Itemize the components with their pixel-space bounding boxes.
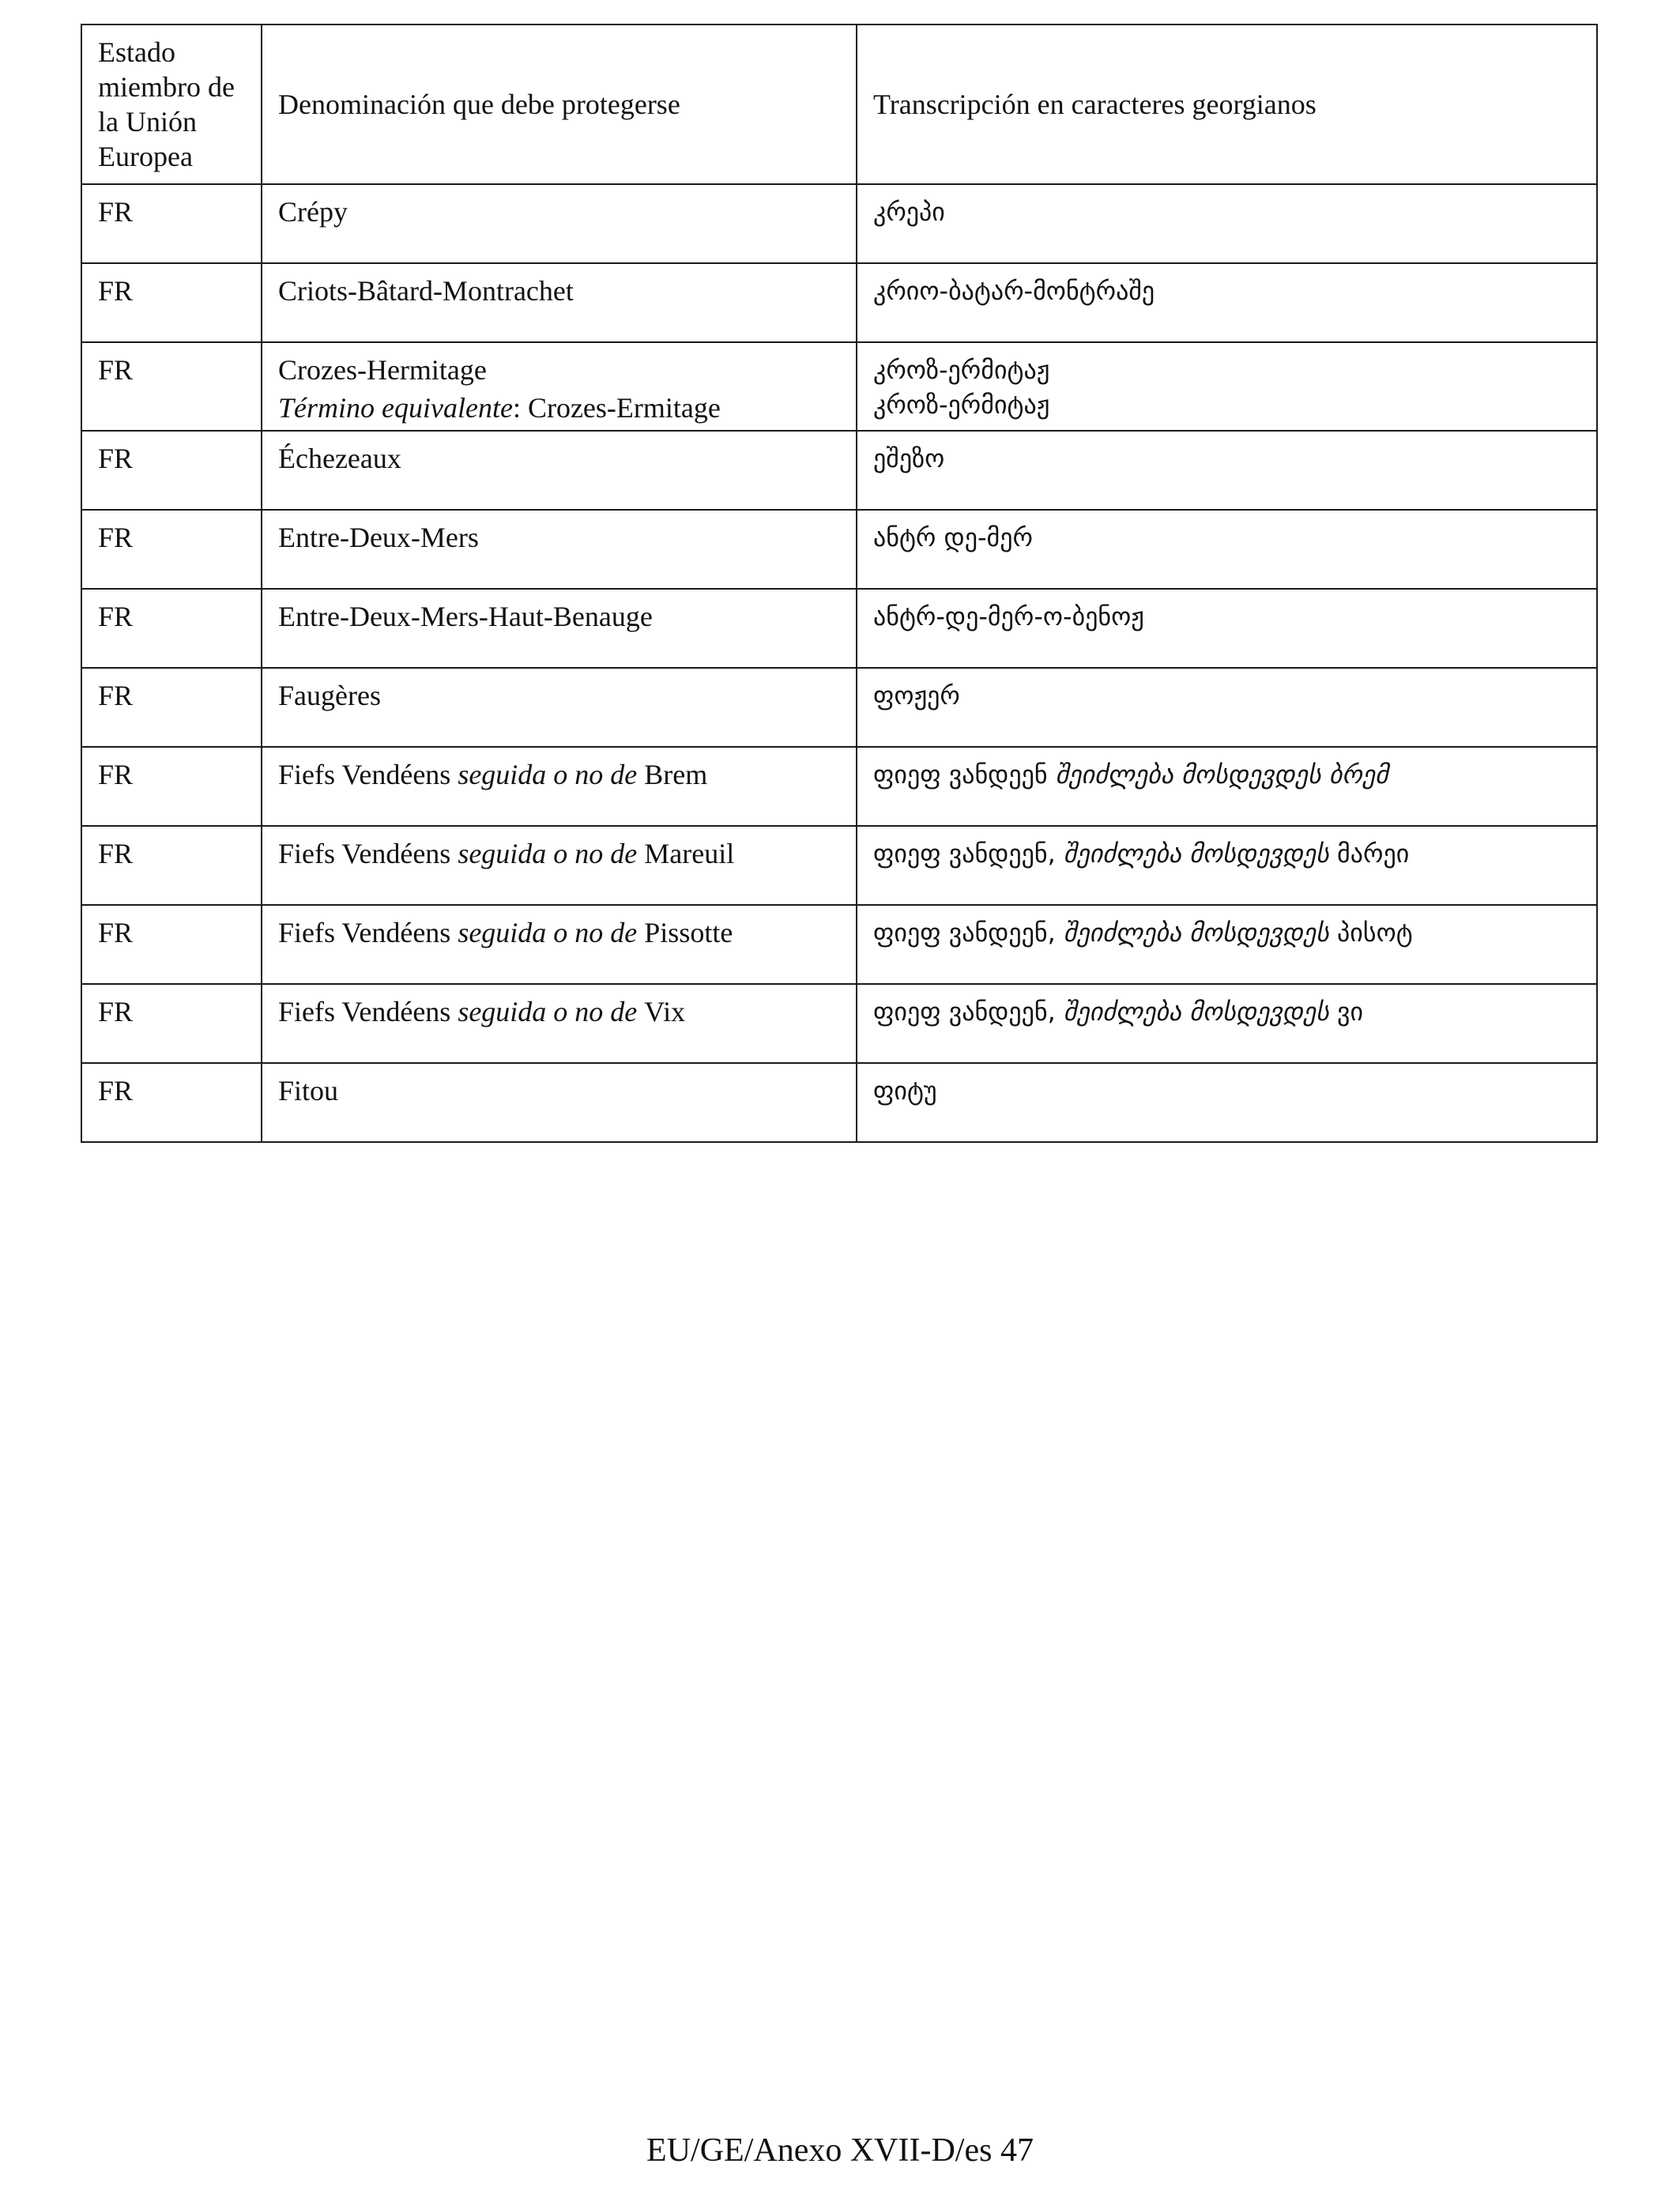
equivalent-term-label: Término equivalente: [278, 392, 513, 424]
cell-denomination: Fitou: [262, 1063, 857, 1142]
denomination-suffix: Brem: [644, 759, 708, 790]
cell-transcription: [857, 905, 1597, 984]
table-row: [81, 668, 1597, 747]
denomination-connector: seguida o no de: [450, 759, 645, 790]
denomination-name: Crozes-Hermitage: [278, 354, 487, 386]
transcription-line-equivalent: კროზ-ერმიტაჟ: [873, 390, 1050, 420]
table-row: [81, 263, 1597, 342]
cell-transcription: ფოჟერ: [857, 668, 1597, 747]
transcription-line: კროზ-ერმიტაჟ: [873, 355, 1050, 385]
denominations-table: [81, 24, 1598, 1143]
cell-state: FR: [81, 826, 262, 905]
page-footer: EU/GE/Anexo XVII-D/es 47: [646, 2132, 1034, 2169]
cell-transcription: ფიტუ: [857, 1063, 1597, 1142]
transcription-connector: შეიძლება მოსდევდეს: [1063, 918, 1329, 948]
cell-state: FR: [81, 263, 262, 342]
table-row: [81, 342, 1597, 431]
cell-denomination: Faugères: [262, 668, 857, 747]
denomination-suffix: Pissotte: [644, 917, 733, 948]
table-row: [81, 184, 1597, 263]
cell-state: FR: [81, 1063, 262, 1142]
denomination-name: Fiefs Vendéens: [278, 917, 451, 948]
table-row: [81, 589, 1597, 668]
cell-denomination: Entre-Deux-Mers-Haut-Benauge: [262, 589, 857, 668]
cell-state: FR: [81, 510, 262, 589]
cell-transcription: ანტრ დე-მერ: [857, 510, 1597, 589]
table-row: [81, 984, 1597, 1063]
denomination-suffix: Mareuil: [644, 838, 735, 869]
transcription-base: ფიეფ ვანდეენ,: [873, 918, 1064, 948]
cell-state: FR: [81, 984, 262, 1063]
table-header-row: [81, 25, 1597, 184]
cell-transcription: ანტრ-დე-მერ-ო-ბენოჟ: [857, 589, 1597, 668]
cell-state: FR: [81, 431, 262, 510]
cell-denomination: Crépy: [262, 184, 857, 263]
table-row: [81, 826, 1597, 905]
cell-transcription: ეშეზო: [857, 431, 1597, 510]
cell-denomination: [262, 747, 857, 826]
transcription-connector: შეიძლება მოსდევდეს: [1063, 997, 1329, 1027]
header-transcription: Transcripción en caracteres georgianos: [857, 25, 1597, 184]
table-row: [81, 431, 1597, 510]
cell-state: FR: [81, 668, 262, 747]
header-member-state: Estado miembro de la Unión Europea: [81, 25, 262, 184]
transcription-suffix: ვი: [1328, 997, 1363, 1027]
transcription-base: ფიეფ ვანდეენ,: [873, 839, 1064, 869]
cell-denomination: Criots-Bâtard-Montrachet: [262, 263, 857, 342]
table-row: [81, 747, 1597, 826]
cell-transcription: კრეპი: [857, 184, 1597, 263]
cell-denomination: Échezeaux: [262, 431, 857, 510]
transcription-base: ფიეფ ვანდეენ: [873, 760, 1056, 790]
transcription-suffix: მარეი: [1328, 839, 1410, 869]
cell-transcription: [857, 342, 1597, 431]
cell-transcription: [857, 984, 1597, 1063]
cell-denomination: [262, 905, 857, 984]
denomination-name: Fiefs Vendéens: [278, 759, 451, 790]
transcription-connector: შეიძლება მოსდევდეს ბრემ: [1055, 760, 1388, 790]
denomination-connector: seguida o no de: [450, 838, 645, 869]
transcription-base: ფიეფ ვანდეენ,: [873, 997, 1064, 1027]
cell-denomination: Entre-Deux-Mers: [262, 510, 857, 589]
cell-transcription: [857, 747, 1597, 826]
table-row: [81, 1063, 1597, 1142]
cell-transcription: [857, 826, 1597, 905]
transcription-connector: შეიძლება მოსდევდეს: [1063, 839, 1329, 869]
cell-denomination: [262, 984, 857, 1063]
transcription-suffix: პისოტ: [1328, 918, 1413, 948]
equivalent-term-value: : Crozes-Ermitage: [512, 392, 721, 424]
denomination-suffix: Vix: [644, 996, 686, 1027]
cell-state: FR: [81, 589, 262, 668]
header-denomination: Denominación que debe protegerse: [262, 25, 857, 184]
cell-transcription: კრიო-ბატარ-მონტრაშე: [857, 263, 1597, 342]
cell-state: FR: [81, 184, 262, 263]
denomination-name: Fiefs Vendéens: [278, 996, 451, 1027]
equivalent-term: [278, 390, 842, 425]
cell-denomination: [262, 342, 857, 431]
cell-state: FR: [81, 342, 262, 431]
table-row: [81, 510, 1597, 589]
denomination-connector: seguida o no de: [450, 996, 645, 1027]
cell-state: FR: [81, 747, 262, 826]
table-row: [81, 905, 1597, 984]
cell-denomination: [262, 826, 857, 905]
cell-state: FR: [81, 905, 262, 984]
denomination-name: Fiefs Vendéens: [278, 838, 451, 869]
denomination-connector: seguida o no de: [450, 917, 645, 948]
